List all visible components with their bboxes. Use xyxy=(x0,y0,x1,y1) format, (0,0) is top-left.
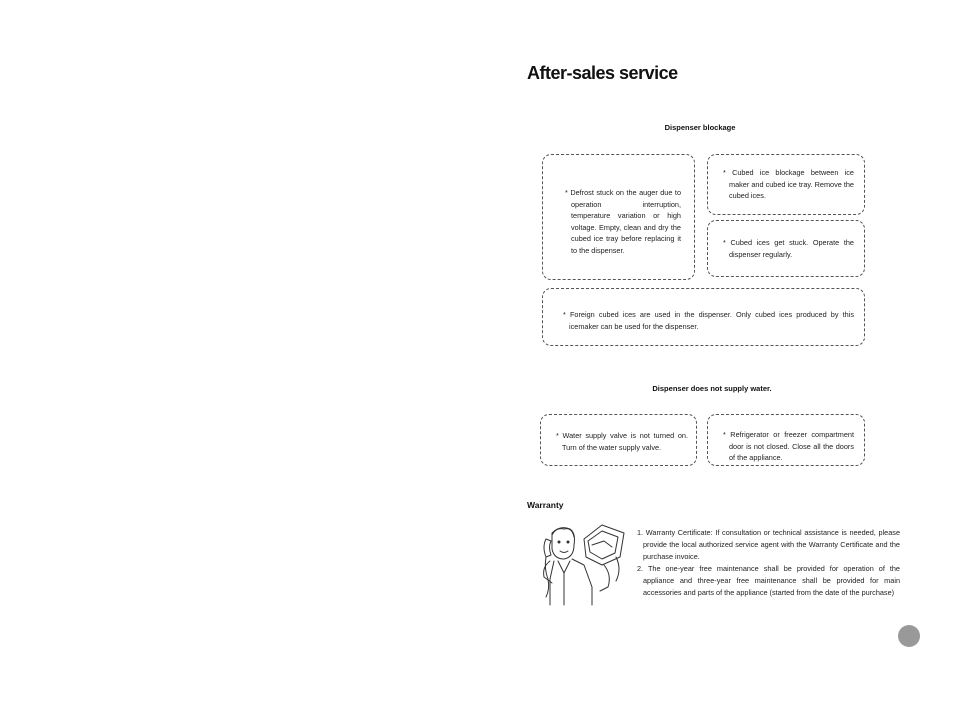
tip-text-water-valve: * Water supply valve is not turned on. Turn of the water supply valve. xyxy=(556,431,688,452)
dispenser-blockage-heading: Dispenser blockage xyxy=(664,123,736,132)
tip-text-defrost: * Defrost stuck on the auger due to operation interruption, temperature variation or high voltage. Empty, clean and dry the cubed ice tray before replacing it to the dispenser. xyxy=(565,188,681,255)
service-agent-illustration-icon xyxy=(532,517,630,607)
warranty-heading: Warranty xyxy=(527,500,564,510)
tip-text-door-open: * Refrigerator or freezer compartment door is not closed. Close all the doors of the appliance. xyxy=(723,430,854,463)
tip-box-ice-blockage xyxy=(707,154,865,215)
tip-box-ice-stuck xyxy=(707,220,865,277)
tip-box-foreign-ice xyxy=(542,288,865,346)
warranty-item-1: 1. Warranty Certificate: If consultation or technical assistance is needed, please provide the local authorized service agent with the Warranty Certificate and the purchase invoice. xyxy=(637,528,900,561)
warranty-item-2: 2. The one-year free maintenance shall be provided for operation of the appliance and three-year free maintenance shall be provided for main accessories and parts of the appliance (started from the date of the purchase) xyxy=(637,564,900,597)
page-title: After-sales service xyxy=(527,63,678,83)
tip-text-ice-blockage: * Cubed ice blockage between ice maker and cubed ice tray. Remove the cubed ices. xyxy=(723,168,854,201)
tip-box-defrost xyxy=(542,154,695,280)
no-water-heading: Dispenser does not supply water. xyxy=(652,384,772,393)
tip-text-ice-stuck: * Cubed ices get stuck. Operate the dispenser regularly. xyxy=(723,238,854,259)
page-number-dot xyxy=(898,625,920,647)
tip-box-door-open xyxy=(707,414,865,466)
warranty-list xyxy=(637,527,900,599)
tip-box-water-valve xyxy=(540,414,697,466)
tip-text-foreign-ice: * Foreign cubed ices are used in the dispenser. Only cubed ices produced by this icemaker can be used for the dispenser. xyxy=(563,310,854,331)
